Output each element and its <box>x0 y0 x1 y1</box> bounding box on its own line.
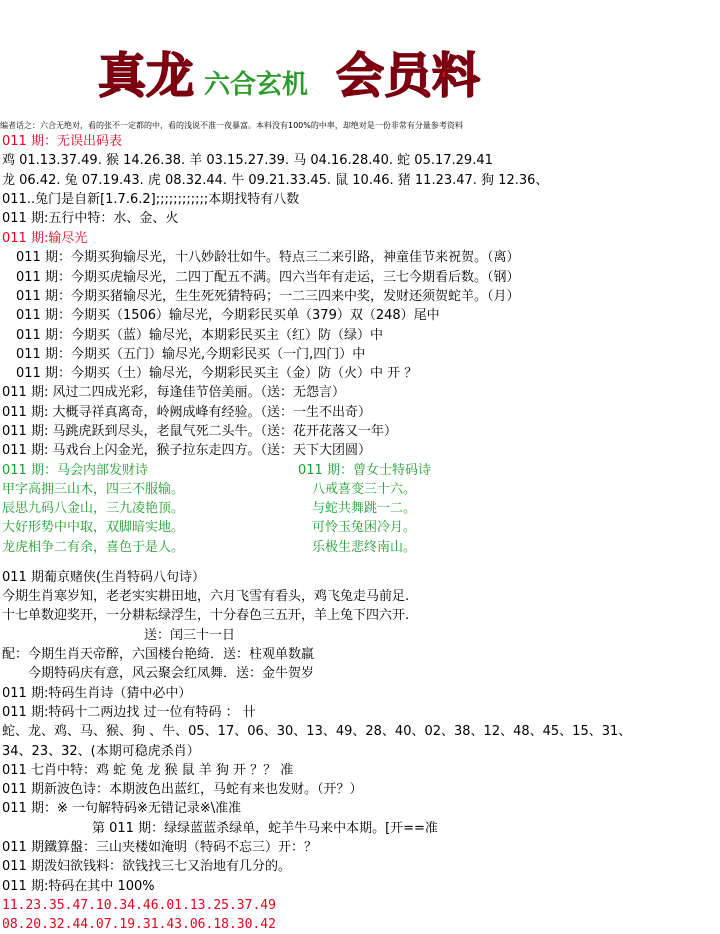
banner-big-left: 真龙 <box>98 48 195 104</box>
text-line: 011 期：无误出码表 <box>2 134 122 149</box>
text-line: 龙 06.42. 兔 07.19.43. 虎 08.32.44. 牛 09.21.33.45. 鼠 10.46. 猪 11.23.47. 狗 12.36、 <box>2 172 549 188</box>
text-line: 今期生肖寒岁知，老老实实耕田地，六月飞雪有看头，鸡飞兔走马前足. <box>2 589 410 605</box>
number-line: 08.20.32.44.07.19.31.43.06.18.30.42 <box>2 917 276 933</box>
text-line: 011 期:五行中特：水、金、火 <box>2 211 179 227</box>
banner <box>0 0 720 120</box>
poem-right-line: 可怜玉兔困冷月。 <box>312 520 417 536</box>
text-line: 十七单数迎奖开，一分耕耘绿浮生，十分春色三五开，羊上兔下四六开. <box>2 608 410 624</box>
text-line: 011 期: 风过二四成光彩，每逢佳节倍美丽。（送：无怨言） <box>2 385 345 401</box>
indented-line: 011 期：今期买狗输尽光，十八妙龄壮如牛。特点三二来引路，神童佳节来祝贺。（离） <box>16 250 520 266</box>
text-line: 配：今期生肖天帝醉，六国楼台艳绮．送：柱观单数羸 <box>2 647 315 662</box>
poem-left-line: 龙虎相争二有余，喜色于是人。 <box>2 539 185 555</box>
indented-line: 011 期：今期买（蓝）输尽光，本期彩民买主（红）防（绿）中 <box>16 327 383 343</box>
text-line: 011 期葡京赌侠(生肖特码八句诗） <box>2 569 206 585</box>
poem-right-line: 乐极生悲终南山。 <box>312 539 417 555</box>
indented-line: 011 期：今期买（五门）输尽光,今期彩民买（一门,四门）中 <box>16 346 366 362</box>
indented-line: 011 期：今期买虎输尽光，二四丁配五不满。四六当年有走运，三七今期看后数。（钢） <box>16 269 520 285</box>
text-line: 送：闰三十一日 <box>144 627 236 643</box>
poem-right-line: 与蛇共舞跳一二。 <box>312 500 417 516</box>
text-line: 011 期:特码生肖诗（猜中必中） <box>2 685 192 701</box>
banner-small: 六合玄机 <box>204 70 309 100</box>
banner-logo <box>0 0 720 120</box>
text-line: 011 期: 马戏台上闪金光，猴子拉东走四方。（送：天下大团圆） <box>2 443 371 459</box>
text-line: 鸡 01.13.37.49. 猴 14.26.38. 羊 03.15.27.39. 马 04.16.28.40. 蛇 05.17.29.41 <box>2 153 493 169</box>
text-line: 蛇、龙、鸡、马、猴、狗 、牛、05、17、06、30、13、49、28、40、02、38、12、48、45、15、31、 <box>2 724 632 740</box>
poem-left-line: 大好形势中中取，双脚暗实地。 <box>2 520 185 536</box>
indented-line: 011 期：今期买（土）输尽光，今期彩民买主（金）防（火）中 开 ？ <box>16 366 418 382</box>
text-line: 011 期: 大概寻祥真离奇，岭阙成峰有经验。（送：一生不出奇） <box>2 404 371 420</box>
poem-right-title: 011 期：曾女士特码诗 <box>298 462 431 478</box>
text-line: 今期特码庆有意，风云聚会红凤舞．送：金牛贺岁 <box>28 666 315 682</box>
text-line: 011 期：※ 一句解特码※无错记录※\准准 <box>2 801 242 817</box>
banner-big-right: 会员料 <box>336 48 481 104</box>
text-line: 34、23、32、(本期可稳虎杀肖） <box>2 743 200 759</box>
poem-left-line: 辰思九码八金山，三九凌艳顶。 <box>2 500 185 516</box>
number-line: 11.23.35.47.10.34.46.01.13.25.37.49 <box>2 897 276 913</box>
poem-left-title: 011 期：马会内部发财诗 <box>2 462 148 478</box>
poem-right-line: 八戒喜变三十六。 <box>312 481 417 497</box>
text-line: 011 期:特码在其中 100% <box>2 878 155 894</box>
text-line: 011..兔门是自新[1.7.6.2];;;;;;;;;;;;本期找特有八数 <box>2 191 300 207</box>
indented-line: 011 期：今期买猪输尽光，生生死死猜特码；一二三四来中奖，发财还须贺蛇羊。（月） <box>16 288 520 304</box>
text-line: 011 期鐵算盤：三山夹楼如淹明（特码不忘三）开：？ <box>2 840 317 855</box>
indented-line: 011 期：今期买（1506）输尽光，今期彩民买单（379）双（248）尾中 <box>16 308 440 324</box>
editor-notice: 编者话之：六合无绝对，看的张不一定都的中，看的浅说不准一夜暴富。本料没有100%的中率，却绝对是一份非常有分量参考资料 <box>0 121 463 130</box>
text-line: 011 期新波色诗：本期波色出蓝红，马蛇有来也发财。（开？） <box>2 782 363 798</box>
text-line: 011 期泼妇欲钱料：欲钱找三七又治地有几分的。 <box>2 859 291 875</box>
text-line: 011 期:特码十二两边找 过一位有特码 ： 卄 <box>2 704 256 720</box>
text-line: 011 七肖中特：鸡 蛇 兔 龙 猴 鼠 羊 狗 开 ？？ 准 <box>2 762 294 778</box>
poem-left-line: 甲字高拥三山木，四三不服输。 <box>2 481 185 497</box>
text-line: 011 期:输尽光 <box>2 230 88 246</box>
text-line: 第 011 期：绿绿蓝蓝杀绿单，蛇羊牛马来中本期。[开==准 <box>92 820 438 836</box>
text-line: 011 期: 马跳虎跃到尽头，老鼠气死二头牛。（送：花开花落又一年） <box>2 424 397 439</box>
